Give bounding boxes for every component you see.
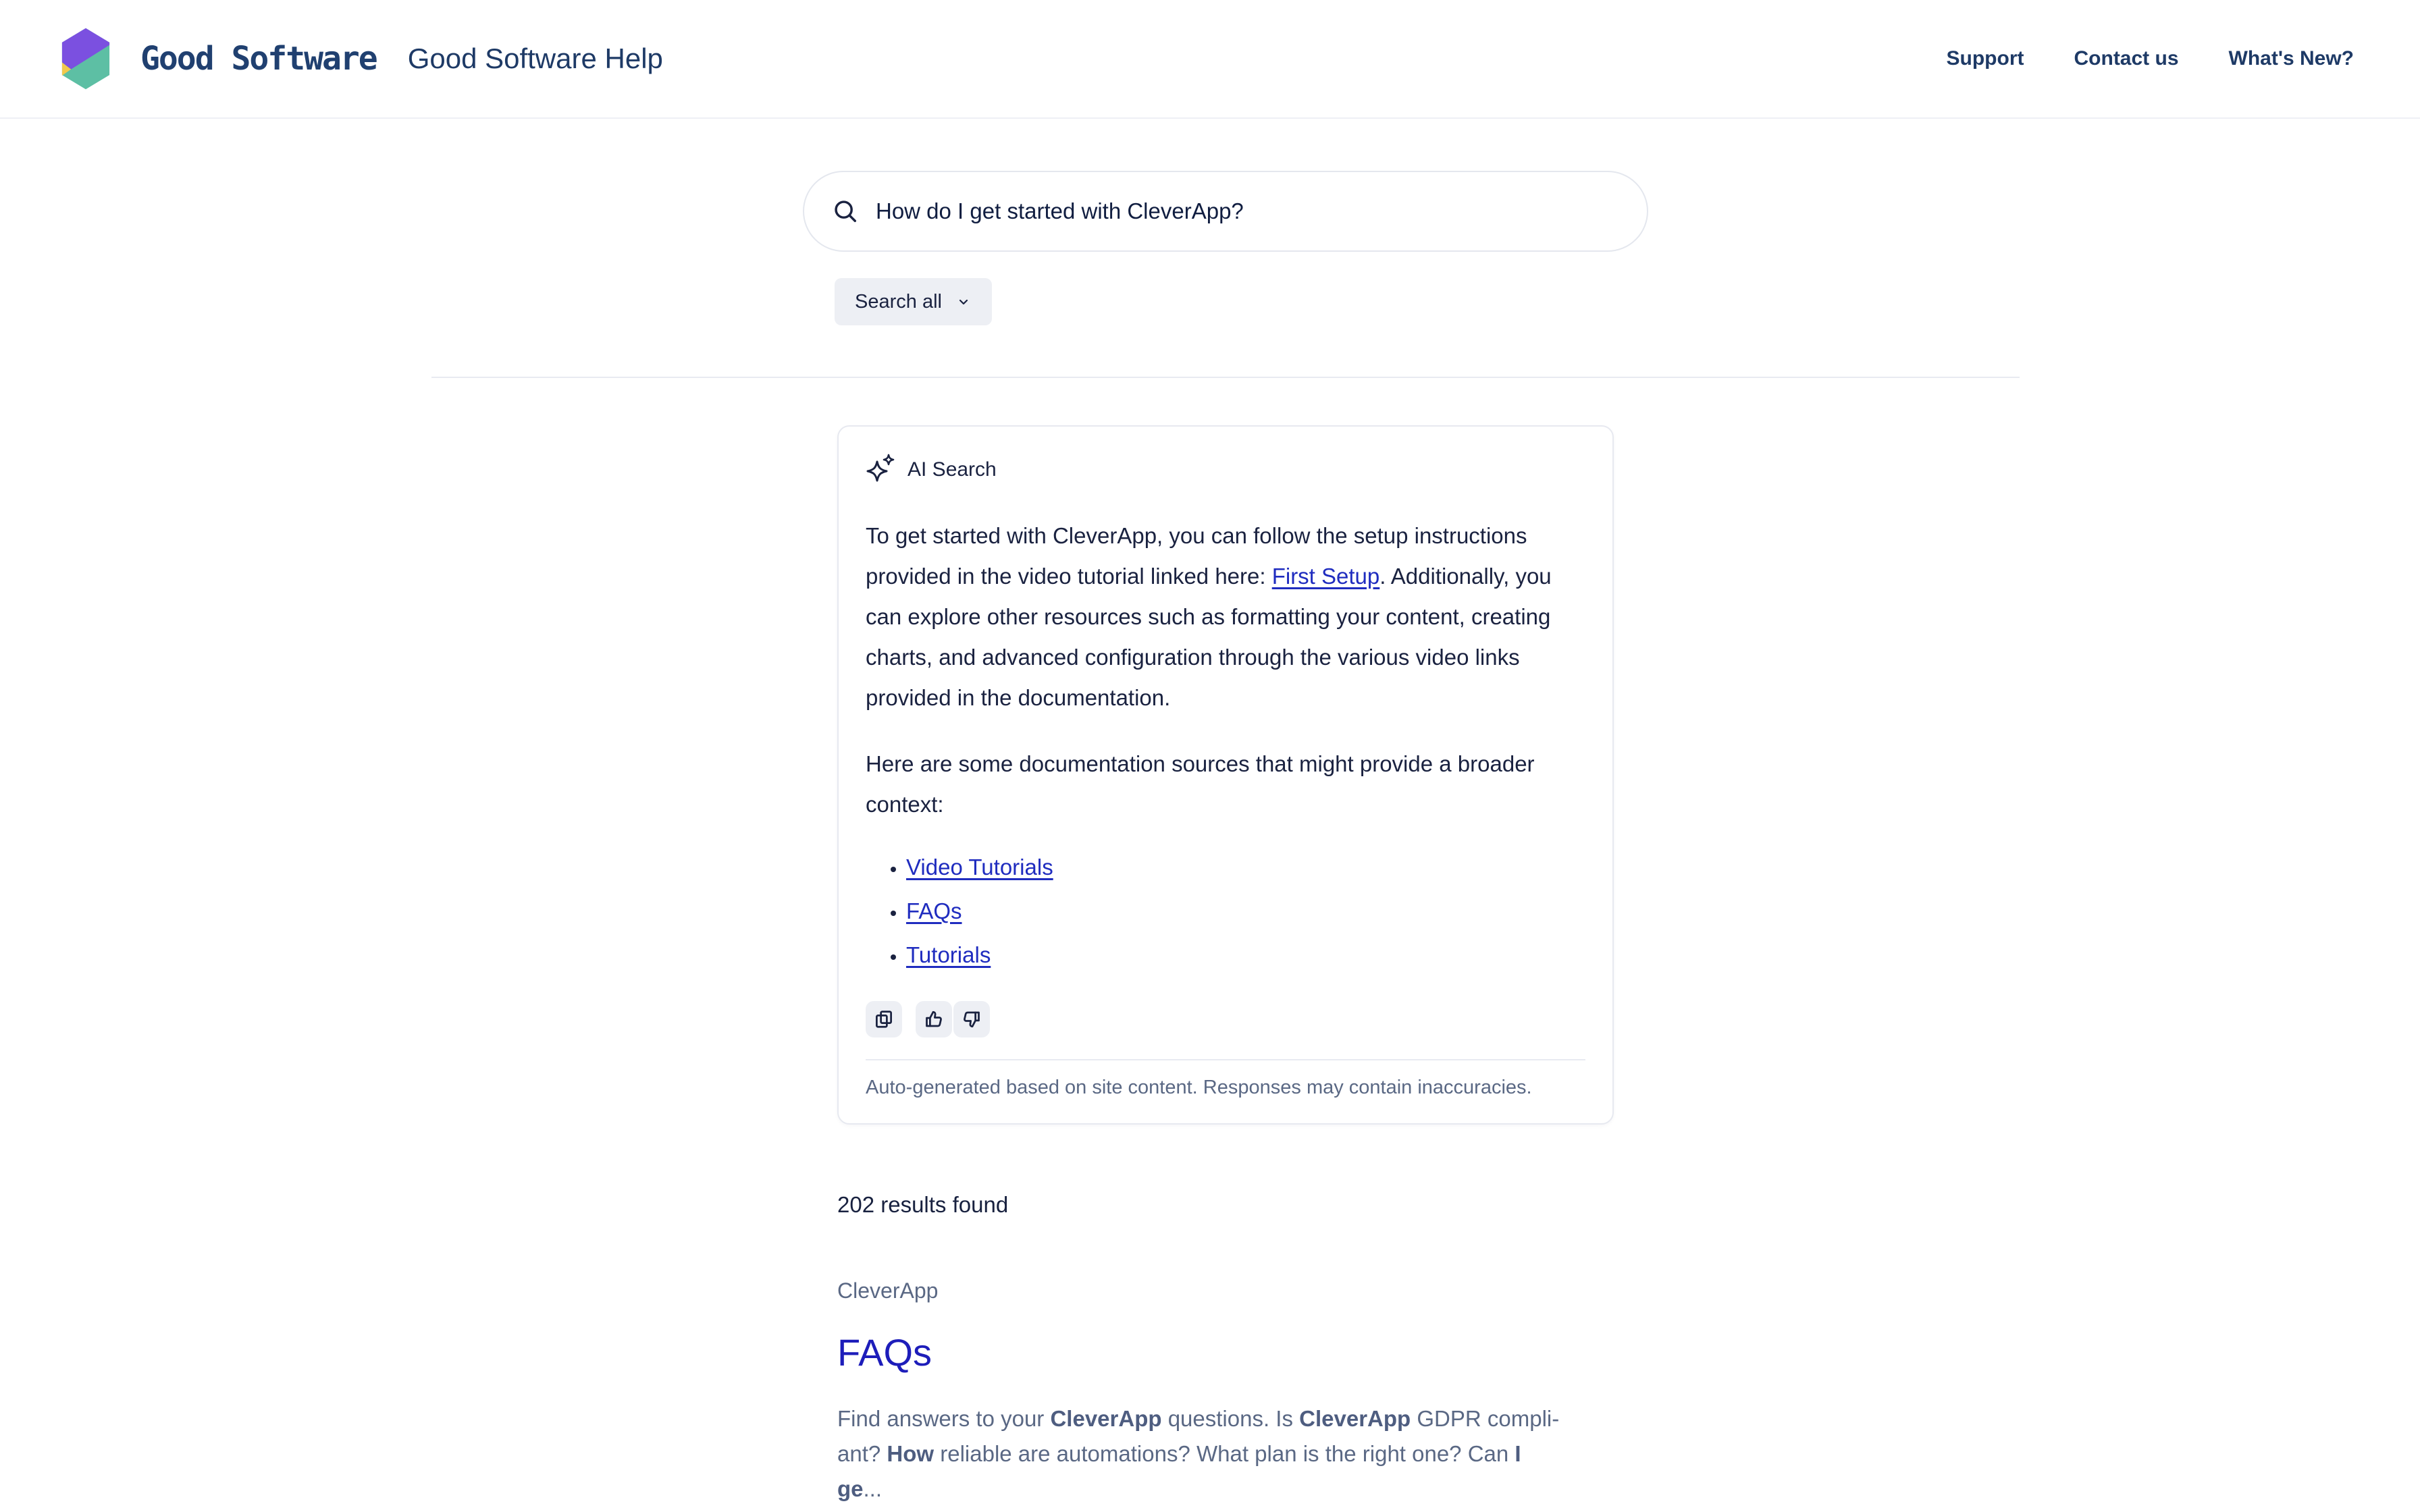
faqs-link[interactable]: FAQs [906,898,962,923]
thumbs-down-icon [962,1009,982,1029]
text-segment: To get started with CleverApp, you can follow the setup instructions provided in the video tutorial linked here: [866,523,1527,589]
highlighted-term: I [1515,1441,1521,1466]
copy-icon [874,1009,894,1029]
brand-name: Good Software [140,40,377,78]
section-divider [431,377,2020,378]
snippet-line [837,1472,1614,1507]
tutorials-link[interactable]: Tutorials [906,942,991,967]
search-bar [803,171,1648,252]
ai-answer-actions [866,1001,1585,1037]
highlighted-term: CleverApp [1050,1406,1162,1431]
result-snippet [837,1401,1614,1507]
search-section [803,171,1648,325]
resource-list-item [906,845,1585,889]
page-content [16,119,2420,1507]
text-segment: . Additionally, you can explore other resources such as formatting your content, creating charts, and advanced configuration through the various video links provided in the documentation. [866,564,1552,710]
nav-support-link[interactable]: Support [1946,47,2024,70]
results-count: 202 results found [837,1192,1009,1217]
ai-answer-paragraph-2: Here are some documentation sources that might provide a broader context: [866,751,1535,817]
top-bar [0,0,2420,119]
nav-contact-us-link[interactable]: Contact us [2074,47,2179,70]
ai-disclaimer: Auto-generated based on site content. Responses may contain inaccuracies. [866,1077,1532,1098]
ai-answer-paragraph [866,516,1585,718]
result-item [837,1278,1614,1507]
highlighted-term: How [887,1441,935,1466]
brand-logo-icon [59,27,112,90]
chevron-down-icon [955,294,972,310]
resource-list-item [906,889,1585,933]
header-nav [1947,47,2354,70]
ai-sparkle-icon [866,454,895,486]
search-scope-label: Search all [855,290,942,313]
search-scope-dropdown[interactable] [835,278,992,325]
text-segment: ... [863,1476,883,1501]
text-segment: Find answers to your [837,1406,1051,1431]
highlighted-term: ge [837,1476,864,1501]
result-title-link[interactable]: FAQs [837,1331,932,1374]
ai-search-card [837,425,1614,1125]
result-category: CleverApp [837,1278,939,1303]
text-segment: GDPR compli- [1411,1406,1560,1431]
snippet-line [837,1401,1614,1436]
first-setup-link[interactable]: First Setup [1271,564,1380,589]
snippet-line [837,1436,1614,1472]
copy-button[interactable] [866,1001,902,1037]
thumbs-up-button[interactable] [916,1001,952,1037]
search-icon [833,198,858,224]
video-tutorials-link[interactable]: Video Tutorials [906,855,1053,880]
search-results [837,1125,1614,1507]
text-segment: ant? [837,1441,887,1466]
text-segment: reliable are automations? What plan is the right one? Can [934,1441,1515,1466]
site-title: Good Software Help [407,43,663,74]
highlighted-term: CleverApp [1299,1406,1411,1431]
nav-whats-new-link[interactable]: What's New? [2228,47,2354,70]
thumbs-up-icon [924,1009,944,1029]
thumbs-down-button[interactable] [953,1001,990,1037]
ai-search-header [866,454,1585,486]
resource-list [866,845,1585,977]
text-segment: questions. Is [1161,1406,1300,1431]
resource-list-item [906,933,1585,977]
ai-search-title: AI Search [908,458,997,481]
search-input[interactable] [876,198,1617,224]
